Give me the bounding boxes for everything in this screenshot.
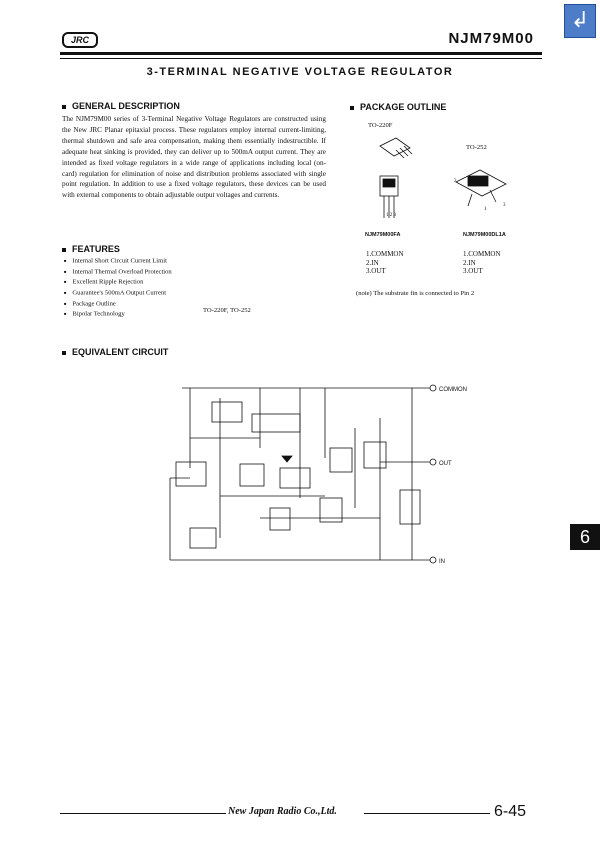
footer-rule-left [60,813,226,814]
footer-rule-right [364,813,490,814]
general-description-text: The NJM79M00 series of 3-Terminal Negative Voltage Regulators are constructed using the New JRC Planar epitaxial process. These regulators employ internal current-limiting, thermal shutdown and safe area compensation, making them essentially indestructible. If adequate heat sinking is provided, they can deliver up to 500mA output current. They are intended as fixed voltage regulators in a wide range of applications including local (on-card) regulation for elimination of noise and distribution problems associated with single point regulation. In addition to use a fixed voltage regulators, these devices can be used with external components to obtain adjustable output voltages and currents. [62,115,326,200]
list-item: 3.OUT [463,267,483,276]
list-item: ■ Internal Short Circuit Current Limit [64,256,172,267]
equivalent-circuit-heading [62,347,168,357]
in-terminal-label: IN [439,559,445,565]
bullet-icon [62,248,66,252]
list-item: ■ Package Outline [64,299,172,310]
back-arrow-icon[interactable]: ↲ [564,4,596,38]
general-heading-text: GENERAL DESCRIPTION [72,101,180,111]
common-terminal-label: COMMON [439,387,467,393]
list-item: 1.COMMON [463,250,501,258]
company-name: New Japan Radio Co.,Ltd. [228,806,337,817]
page-number: 6-45 [494,803,527,820]
part-number: NJM79M00 [448,30,534,47]
section-tab: 6 [570,524,600,550]
list-item: 3.OUT [366,267,386,276]
equivalent-heading-text: EQUIVALENT CIRCUIT [72,347,169,357]
package-heading-text: PACKAGE OUTLINE [360,102,447,112]
features-heading [62,244,120,254]
out-terminal-label: OUT [439,461,452,467]
package-outline-heading [350,102,446,112]
pkg2-name: NJM79M00DL1A [463,232,506,238]
svg-text:1 2 3: 1 2 3 [386,213,396,218]
transistor-group [176,402,420,548]
page-title: 3-TERMINAL NEGATIVE VOLTAGE REGULATOR [146,66,454,78]
equivalent-circuit-diagram [150,378,467,578]
svg-text:3: 3 [503,203,506,208]
to252-drawing [454,170,506,212]
list-item: ■ Bipolar Technology [64,309,172,320]
list-item: ■ Internal Thermal Overload Protection [64,267,172,278]
bullet-icon [350,106,354,110]
list-item: 2.IN [366,258,379,267]
to220f-front-drawing [380,176,398,218]
pkg1-name: NJM79M00FA [365,232,401,238]
header-rule [60,52,542,55]
list-item: ■ Excellent Ripple Rejection [64,277,172,288]
bullet-icon [62,351,66,355]
to220f-perspective-drawing [380,138,412,158]
header-rule-thin [60,58,542,59]
list-item: 1.COMMON [366,250,404,258]
package-outline-value: TO-220F, TO-252 [203,307,251,314]
package-drawings [360,130,540,240]
pkg1-label: TO-220F [368,122,393,129]
pkg1-pin-list [366,250,404,276]
features-heading-text: FEATURES [72,244,120,254]
svg-text:2: 2 [454,179,457,184]
svg-text:1: 1 [484,207,487,212]
jrc-logo: JRC [62,32,98,48]
features-list [64,256,172,320]
general-description-heading [62,101,180,111]
list-item: ■ Guarantee's 500mA Output Current [64,288,172,299]
list-item: 2.IN [463,258,476,267]
package-note: (note) The substrate fin is connected to Pin 2 [356,290,475,297]
pkg2-label: TO-252 [466,144,487,151]
bullet-icon [62,105,66,109]
pkg2-pin-list [463,250,501,276]
